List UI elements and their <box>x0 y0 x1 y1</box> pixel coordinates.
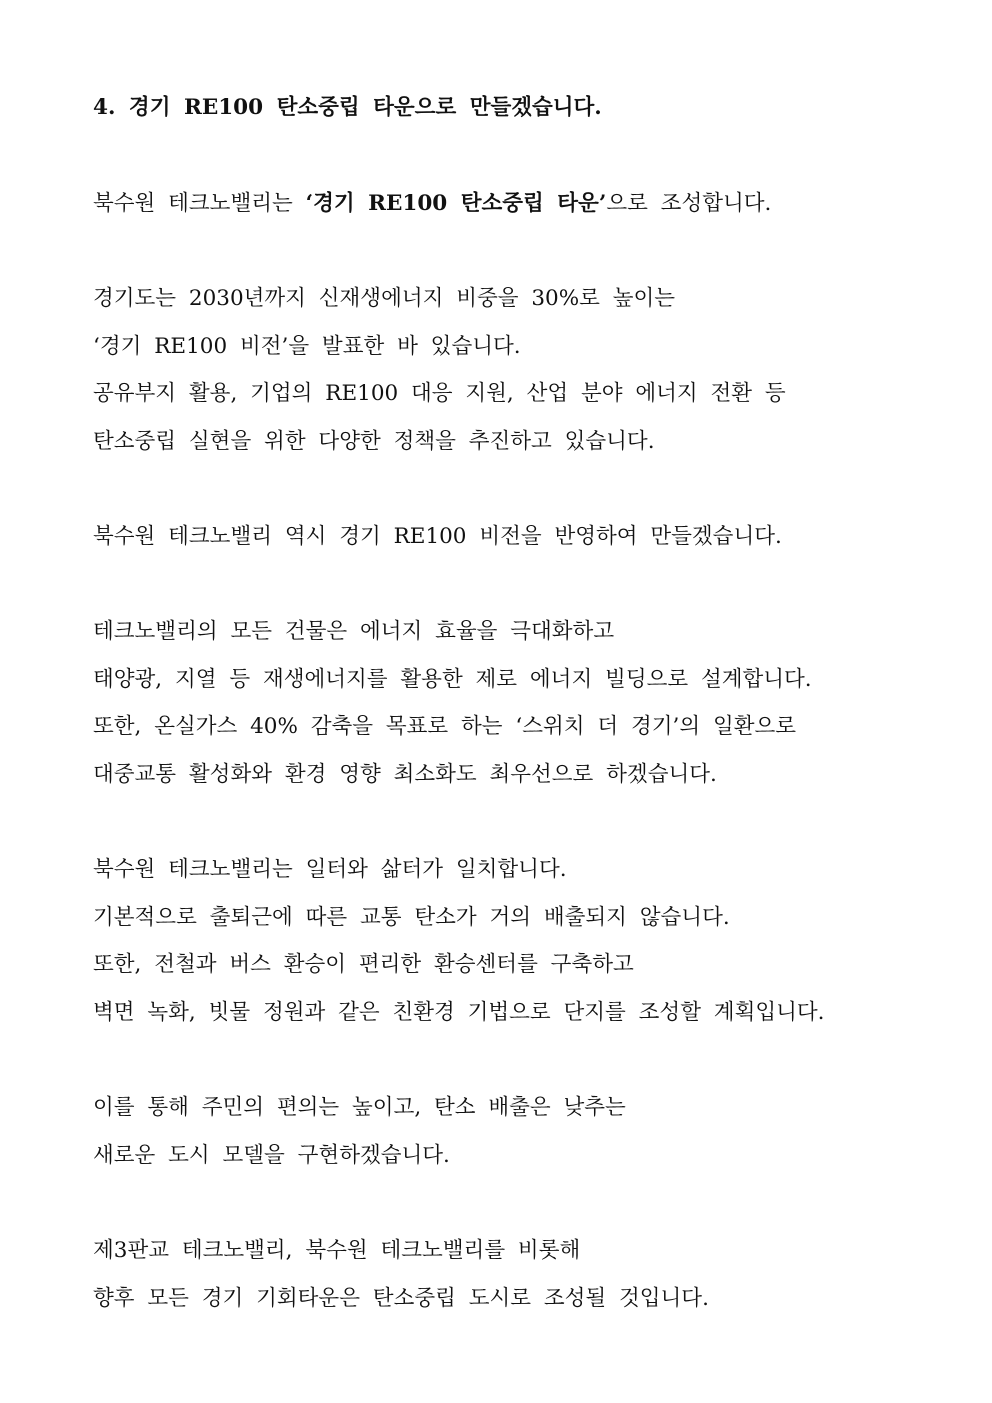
intro-line <box>93 189 771 219</box>
paragraph-line: 경기도는 2030년까지 신재생에너지 비중을 30%로 높이는 <box>93 286 676 311</box>
paragraph-line: 기본적으로 출퇴근에 따른 교통 탄소가 거의 배출되지 않습니다. <box>93 905 730 930</box>
paragraph-line: 북수원 테크노밸리 역시 경기 RE100 비전을 반영하여 만들겠습니다. <box>93 524 782 549</box>
paragraph-line: 공유부지 활용, 기업의 RE100 대응 지원, 산업 분야 에너지 전환 등 <box>93 381 786 406</box>
paragraph-line: 또한, 전철과 버스 환승이 편리한 환승센터를 구축하고 <box>93 952 634 977</box>
paragraph-line: 탄소중립 실현을 위한 다양한 정책을 추진하고 있습니다. <box>93 429 655 454</box>
paragraph-line: 제3판교 테크노밸리, 북수원 테크노밸리를 비롯해 <box>93 1238 581 1263</box>
section-heading: 4. 경기 RE100 탄소중립 타운으로 만들겠습니다. <box>93 95 602 120</box>
paragraph-line: 태양광, 지열 등 재생에너지를 활용한 제로 에너지 빌딩으로 설계합니다. <box>93 667 812 692</box>
paragraph-line: 대중교통 활성화와 환경 영향 최소화도 최우선으로 하겠습니다. <box>93 762 717 787</box>
paragraph-line: 새로운 도시 모델을 구현하겠습니다. <box>93 1143 450 1168</box>
paragraph-line: 벽면 녹화, 빗물 정원과 같은 친환경 기법으로 단지를 조성할 계획입니다. <box>93 1000 825 1025</box>
paragraph-line: 테크노밸리의 모든 건물은 에너지 효율을 극대화하고 <box>93 619 615 644</box>
paragraph-line: ‘경기 RE100 비전’을 발표한 바 있습니다. <box>93 334 521 359</box>
intro-prefix: 북수원 테크노밸리는 <box>93 191 306 216</box>
intro-emphasis: ‘경기 RE100 탄소중립 타운’ <box>305 191 607 216</box>
paragraph-line: 이를 통해 주민의 편의는 높이고, 탄소 배출은 낮추는 <box>93 1095 626 1120</box>
paragraph-line: 또한, 온실가스 40% 감축을 목표로 하는 ‘스위치 더 경기’의 일환으로 <box>93 714 797 739</box>
paragraph-line: 북수원 테크노밸리는 일터와 삶터가 일치합니다. <box>93 857 567 882</box>
paragraph-line: 향후 모든 경기 기회타운은 탄소중립 도시로 조성될 것입니다. <box>93 1286 709 1311</box>
intro-suffix: 으로 조성합니다. <box>606 191 772 216</box>
